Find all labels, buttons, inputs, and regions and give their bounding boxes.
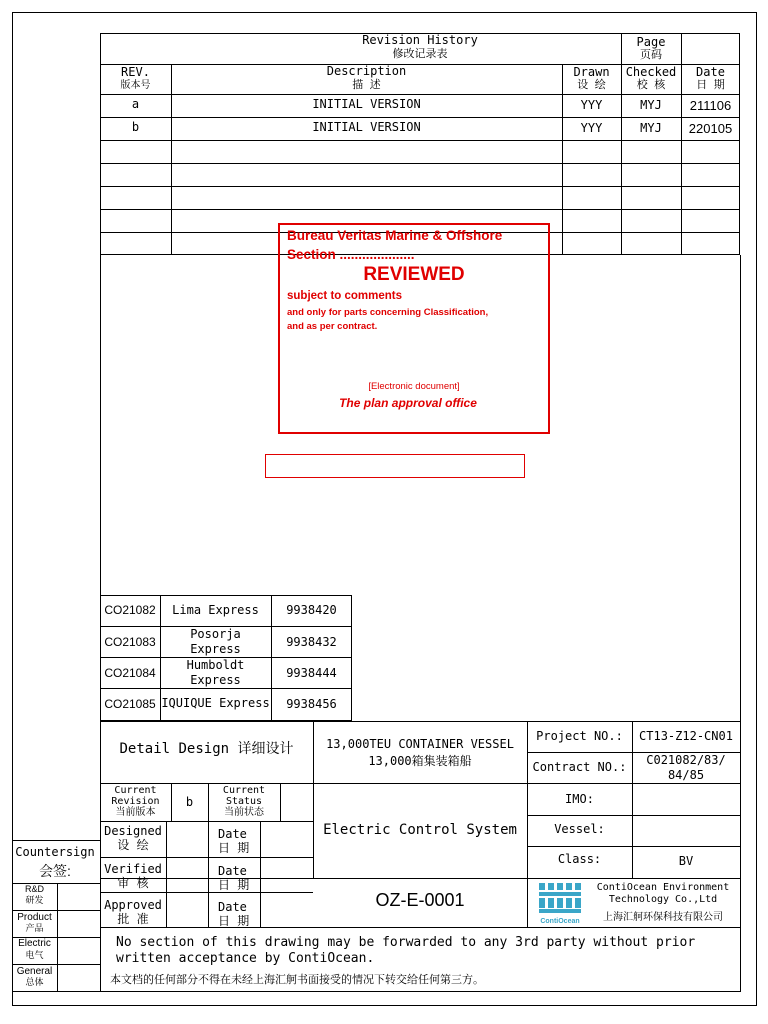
checked-header-cn: 校 核 xyxy=(636,78,666,91)
stamp-electronic: [Electronic document] xyxy=(368,381,460,392)
vessel-type: 13,000TEU CONTAINER VESSEL xyxy=(326,737,514,751)
company-name: ContiOcean Environment Technology Co.,Ltd xyxy=(596,882,730,905)
revision-title-cn: 修改记录表 xyxy=(392,47,448,60)
countersign-item: General xyxy=(16,966,53,977)
date-label: Date 日 期 xyxy=(218,864,250,892)
company-name-cn: 上海汇舸环保科技有限公司 xyxy=(603,912,723,923)
vessel-name: IQUIQUE Express xyxy=(161,696,270,710)
verified-label: Verified 审 核 xyxy=(104,862,162,890)
class-label: Class: xyxy=(557,852,602,866)
date-header: Date xyxy=(696,65,725,79)
date-header-cn: 日 期 xyxy=(696,78,725,91)
current-status-label: Current Status 当前状态 xyxy=(222,785,266,818)
vessel-name: Lima Express xyxy=(172,603,259,617)
checked-header: Checked xyxy=(625,65,677,79)
stamp-signature-field xyxy=(265,454,525,478)
countersign-item: R&D xyxy=(24,884,44,894)
page-label-cn: 页码 xyxy=(640,48,662,61)
stamp-org: Bureau Veritas Marine & Offshore xyxy=(287,228,503,243)
designed-label: Designed 设 绘 xyxy=(104,824,162,852)
revision-row-rev: a xyxy=(131,97,140,111)
imo-label: IMO: xyxy=(565,792,594,806)
vessel-contract: CO21082 xyxy=(104,603,156,617)
revision-row-date: 211106 xyxy=(689,98,732,113)
stamp-section: Section .................... xyxy=(287,247,415,262)
vessel-type-cn: 13,000箱集装箱船 xyxy=(368,754,472,768)
date-label: Date 日 期 xyxy=(218,900,250,928)
stamp-office: The plan approval office xyxy=(339,396,477,410)
revision-row-drawn: YYY xyxy=(580,121,603,135)
countersign-item-cn: 研发 xyxy=(25,895,44,905)
drawing-number: OZ-E-0001 xyxy=(375,890,465,910)
revision-row-date: 220105 xyxy=(688,121,733,136)
vessel-imo: 9938444 xyxy=(286,666,337,680)
current-revision-label: Current Revision 当前版本 xyxy=(111,785,160,818)
vessel-label: Vessel: xyxy=(554,822,605,836)
confidentiality-notice: No section of this drawing may be forwarded to any 3rd party without prior written acceptance by ContiOcean. xyxy=(116,935,696,966)
contract-no-value: C021082/83/ 84/85 xyxy=(646,753,726,782)
system-name: Electric Control System xyxy=(323,822,517,838)
class-value: BV xyxy=(678,854,694,868)
description-header: Description xyxy=(326,64,407,78)
stamp-note-2: and as per contract. xyxy=(287,321,378,332)
date-label: Date 日 期 xyxy=(218,827,250,855)
logo-mark-shape xyxy=(539,883,581,913)
design-stage: Detail Design 详细设计 xyxy=(119,741,294,757)
countersign-item: Product xyxy=(17,912,52,923)
revision-row-drawn: YYY xyxy=(580,98,603,112)
stamp-status: REVIEWED xyxy=(363,264,465,285)
vessel-name: Humboldt Express xyxy=(186,658,245,687)
vessel-contract: CO21083 xyxy=(104,635,156,649)
countersign-title: Countersign xyxy=(15,845,95,859)
stamp-note-1: and only for parts concerning Classification, xyxy=(287,307,489,318)
revision-row-rev: b xyxy=(131,120,140,134)
countersign-item: Electric xyxy=(18,938,51,949)
revision-row-checked: MYJ xyxy=(640,98,662,112)
stamp-subject: subject to comments xyxy=(287,290,403,302)
page-label: Page xyxy=(636,35,666,49)
countersign-title-cn: 会签: xyxy=(39,863,71,879)
current-revision-value: b xyxy=(185,795,194,809)
approved-label: Approved 批 准 xyxy=(104,898,162,926)
drawn-header-cn: 设 绘 xyxy=(577,78,606,91)
description-header-cn: 描 述 xyxy=(352,78,381,91)
revision-row-checked: MYJ xyxy=(640,121,662,135)
project-no-value: CT13-Z12-CN01 xyxy=(639,729,733,743)
logo-wordmark: ContiOcean xyxy=(540,918,580,925)
revision-row-desc: INITIAL VERSION xyxy=(312,97,421,111)
vessel-contract: CO21085 xyxy=(104,697,156,711)
revision-row-desc: INITIAL VERSION xyxy=(312,120,421,134)
drawn-header: Drawn xyxy=(573,65,610,79)
rev-header: REV. xyxy=(121,65,150,79)
rev-header-cn: 版本号 xyxy=(120,80,151,91)
countersign-item-cn: 总体 xyxy=(25,977,44,987)
contract-no-label: Contract NO.: xyxy=(532,760,627,774)
confidentiality-notice-cn: 本文档的任何部分不得在未经上海汇舸书面接受的情况下转交给任何第三方。 xyxy=(110,974,484,986)
vessel-contract: CO21084 xyxy=(104,666,156,680)
vessel-imo: 9938432 xyxy=(286,635,337,649)
project-no-label: Project NO.: xyxy=(536,729,623,743)
countersign-item-cn: 产品 xyxy=(25,923,44,933)
countersign-item-cn: 电气 xyxy=(25,950,44,960)
vessel-name: Posorja Express xyxy=(190,627,241,656)
revision-title: Revision History xyxy=(362,33,478,47)
vessel-imo: 9938456 xyxy=(286,697,337,711)
vessel-imo: 9938420 xyxy=(286,603,337,617)
